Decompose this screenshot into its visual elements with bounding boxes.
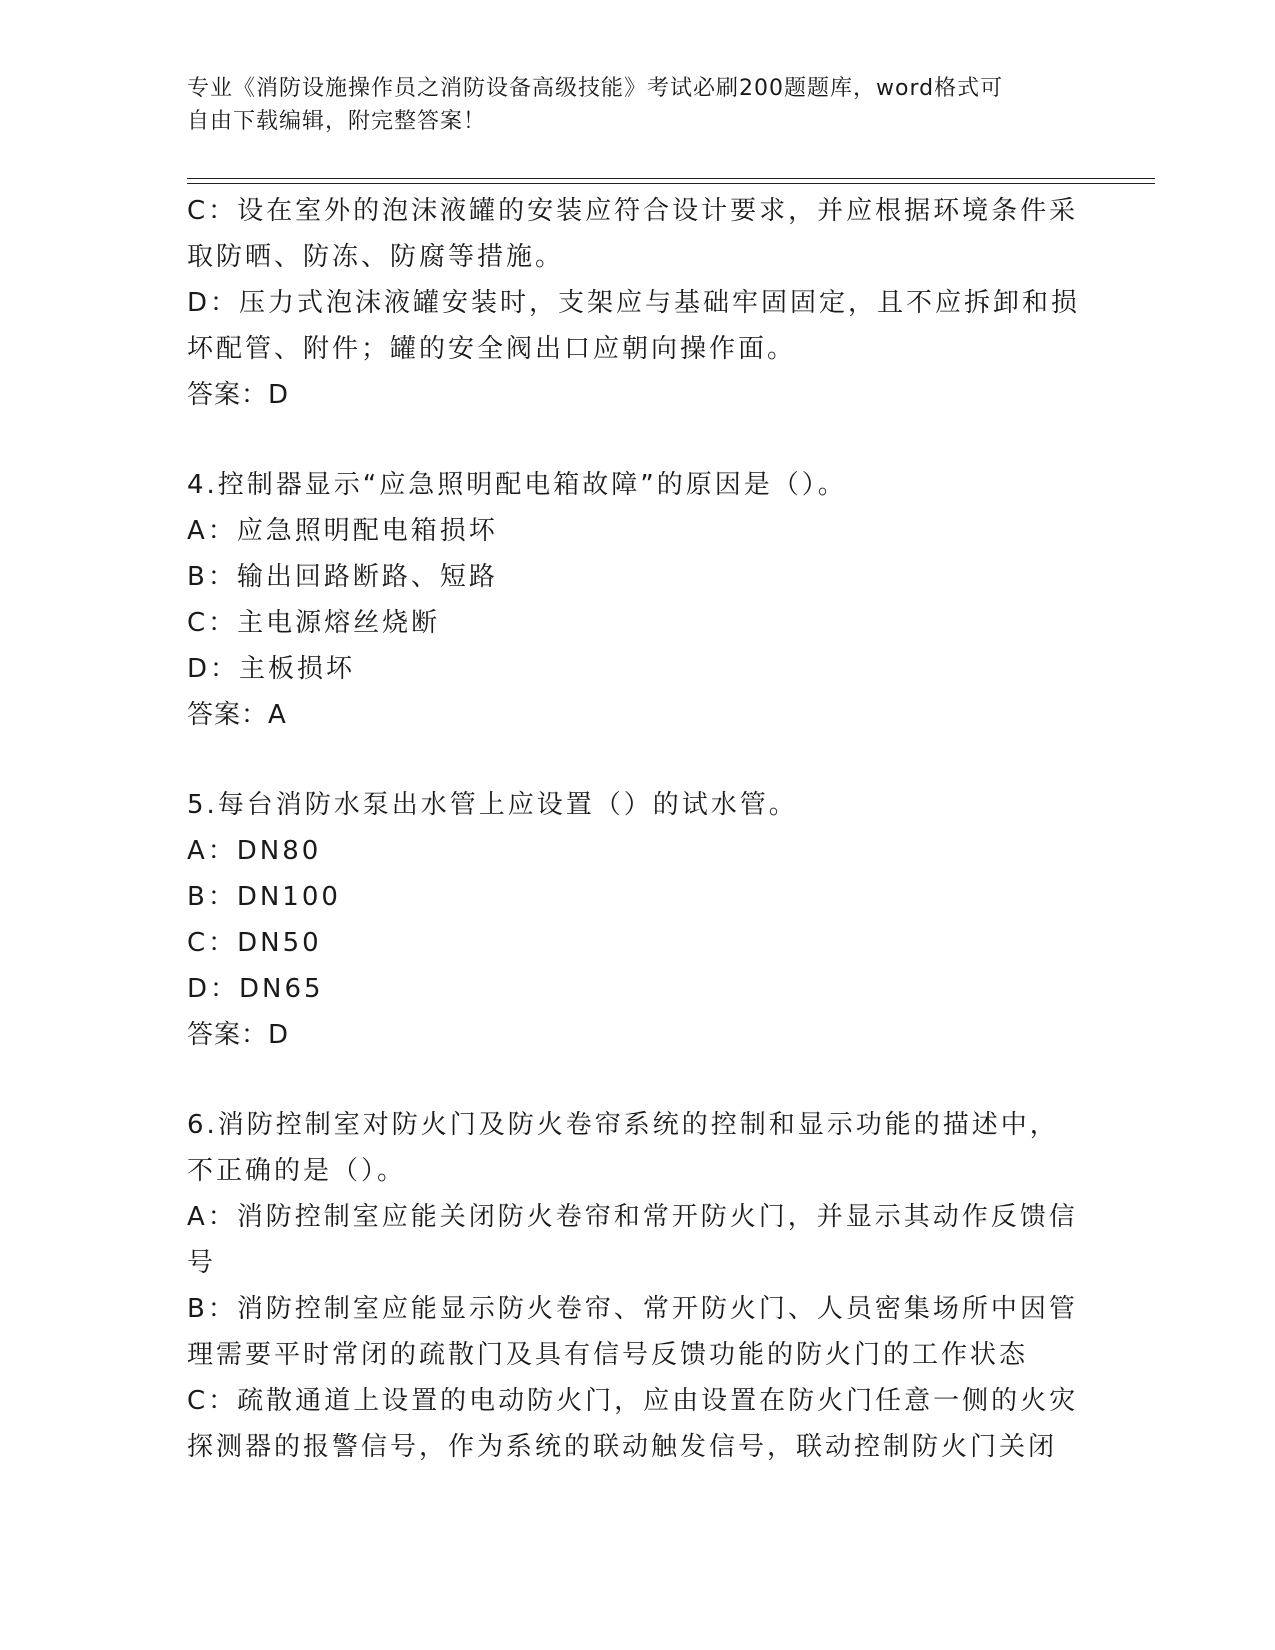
q4-option-b: B：输出回路断路、短路 <box>187 562 498 592</box>
header-rule-top <box>187 178 1155 179</box>
q4-answer: 答案：A <box>187 700 287 730</box>
q3-option-c-line-1: C：设在室外的泡沫液罐的安装应符合设计要求，并应根据环境条件采 <box>187 196 1079 226</box>
q6-stem-line-2: 不正确的是（）。 <box>187 1156 407 1186</box>
header-line-2: 自由下载编辑，附完整答案！ <box>187 109 487 134</box>
question-3-tail <box>187 188 1087 418</box>
question-4 <box>187 462 1087 738</box>
header-line-1: 专业《消防设施操作员之消防设备高级技能》考试必刷200题题库，word格式可 <box>187 76 1004 101</box>
q5-option-d: D：DN65 <box>187 974 324 1004</box>
document-body <box>187 188 1087 1470</box>
q4-option-c: C：主电源熔丝烧断 <box>187 608 441 638</box>
spacer <box>187 1058 1087 1102</box>
spacer <box>187 738 1087 782</box>
q5-option-b: B：DN100 <box>187 882 341 912</box>
q6-option-a-line-2: 号 <box>187 1248 217 1278</box>
q6-option-b-line-1: B：消防控制室应能显示防火卷帘、常开防火门、人员密集场所中因管 <box>187 1294 1078 1324</box>
q3-option-d-line-2: 坏配管、附件；罐的安全阀出口应朝向操作面。 <box>187 334 797 364</box>
q6-option-c-line-2: 探测器的报警信号，作为系统的联动触发信号，联动控制防火门关闭 <box>187 1432 1058 1462</box>
q5-answer: 答案：D <box>187 1020 290 1050</box>
q4-option-d: D：主板损坏 <box>187 654 356 684</box>
q4-stem: 4.控制器显示“应急照明配电箱故障”的原因是（）。 <box>187 470 847 500</box>
q3-option-c-line-2: 取防晒、防冻、防腐等措施。 <box>187 242 565 272</box>
q5-option-c: C：DN50 <box>187 928 322 958</box>
q5-stem: 5.每台消防水泵出水管上应设置（）的试水管。 <box>187 790 798 820</box>
q6-option-c-line-1: C：疏散通道上设置的电动防火门，应由设置在防火门任意一侧的火灾 <box>187 1386 1079 1416</box>
q3-option-d-line-1: D：压力式泡沫液罐安装时，支架应与基础牢固固定，且不应拆卸和损 <box>187 288 1081 318</box>
q5-option-a: A：DN80 <box>187 836 322 866</box>
header-rule-bottom <box>187 183 1155 184</box>
q6-option-b-line-2: 理需要平时常闭的疏散门及具有信号反馈功能的防火门的工作状态 <box>187 1340 1029 1370</box>
document-header <box>187 72 1087 138</box>
question-5 <box>187 782 1087 1058</box>
question-6 <box>187 1102 1087 1470</box>
q4-option-a: A：应急照明配电箱损坏 <box>187 516 498 546</box>
spacer <box>187 418 1087 462</box>
q3-answer: 答案：D <box>187 380 290 410</box>
q6-option-a-line-1: A：消防控制室应能关闭防火卷帘和常开防火门，并显示其动作反馈信 <box>187 1202 1078 1232</box>
q6-stem-line-1: 6.消防控制室对防火门及防火卷帘系统的控制和显示功能的描述中， <box>187 1110 1059 1140</box>
